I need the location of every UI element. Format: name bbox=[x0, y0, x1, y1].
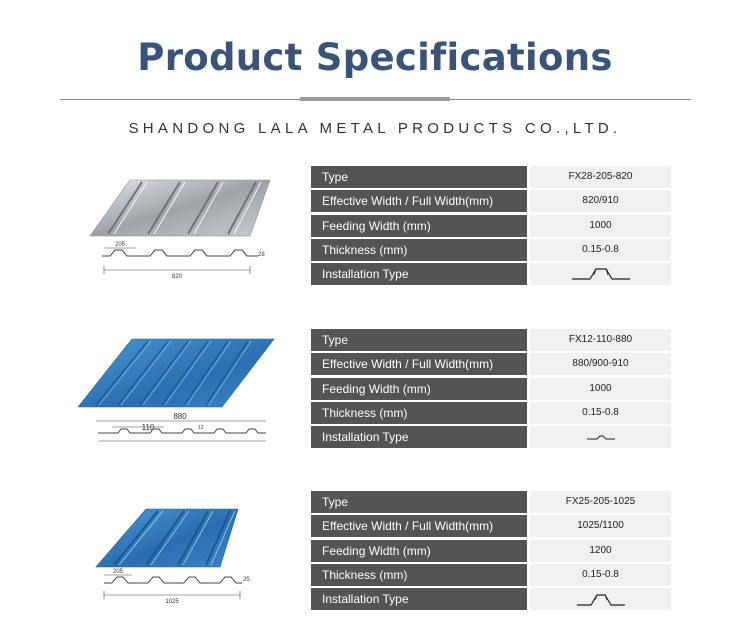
roof-sheet-image bbox=[70, 329, 280, 453]
spec-table bbox=[311, 166, 671, 287]
page-title: Product Specifications bbox=[137, 36, 613, 79]
drawing-pitch-label: 205 bbox=[112, 569, 124, 575]
spec-row-width bbox=[311, 515, 671, 539]
spec-value-icon bbox=[530, 263, 671, 285]
drawing-height-label: 25 bbox=[243, 577, 250, 583]
spec-row-type bbox=[311, 491, 671, 515]
product-block-1 bbox=[0, 166, 750, 290]
drawing-height-label: 12 bbox=[198, 425, 204, 431]
spec-row-type bbox=[311, 329, 671, 353]
roof-sheet-image bbox=[70, 491, 280, 615]
company-name: SHANDONG LALA METAL PRODUCTS CO.,LTD. bbox=[128, 120, 622, 137]
spec-value: 1025/1100 bbox=[530, 515, 671, 537]
spec-label: Type bbox=[311, 329, 527, 351]
spec-row-thickness bbox=[311, 564, 671, 588]
trapezoid-profile-icon bbox=[566, 263, 636, 285]
roof-sheet-image bbox=[70, 166, 280, 290]
spec-value: FX12-110-880 bbox=[530, 329, 671, 351]
spec-table bbox=[311, 491, 671, 612]
drawing-width-label: 820 bbox=[171, 274, 183, 280]
product-block-2 bbox=[0, 329, 750, 453]
spec-label: Feeding Width (mm) bbox=[311, 378, 527, 400]
drawing-width-label: 1025 bbox=[165, 599, 179, 605]
spec-value: 0.15-0.8 bbox=[530, 564, 671, 586]
drawing-height-label: 28 bbox=[258, 252, 265, 258]
product-block-3 bbox=[0, 491, 750, 615]
spec-label: Type bbox=[311, 491, 527, 513]
trapezoid-profile-icon bbox=[571, 588, 631, 610]
drawing-width-label: 880 bbox=[173, 412, 187, 421]
spec-value: FX28-205-820 bbox=[530, 166, 671, 188]
spec-row-width bbox=[311, 353, 671, 377]
spec-label: Installation Type bbox=[311, 263, 527, 285]
spec-value-icon bbox=[530, 588, 671, 610]
spec-row-width bbox=[311, 190, 671, 214]
spec-label: Thickness (mm) bbox=[311, 564, 527, 586]
spec-value: 0.15-0.8 bbox=[530, 239, 671, 261]
spec-row-installation bbox=[311, 426, 671, 450]
spec-row-feeding bbox=[311, 215, 671, 239]
spec-row-installation bbox=[311, 588, 671, 612]
spec-value: 1000 bbox=[530, 215, 671, 237]
spec-row-type bbox=[311, 166, 671, 190]
spec-row-installation bbox=[311, 263, 671, 287]
spec-value: 820/910 bbox=[530, 190, 671, 212]
spec-table bbox=[311, 329, 671, 450]
drawing-pitch-label: 110 bbox=[141, 423, 155, 432]
spec-row-feeding bbox=[311, 378, 671, 402]
spec-value: 880/900-910 bbox=[530, 353, 671, 375]
title-divider-accent bbox=[300, 97, 450, 101]
spec-row-thickness bbox=[311, 239, 671, 263]
shallow-profile-icon bbox=[581, 426, 621, 448]
spec-label: Feeding Width (mm) bbox=[311, 215, 527, 237]
spec-value: 1200 bbox=[530, 540, 671, 562]
spec-label: Effective Width / Full Width(mm) bbox=[311, 515, 527, 537]
spec-label: Effective Width / Full Width(mm) bbox=[311, 190, 527, 212]
drawing-pitch-label: 205 bbox=[114, 242, 126, 248]
spec-row-thickness bbox=[311, 402, 671, 426]
spec-label: Thickness (mm) bbox=[311, 239, 527, 261]
spec-label: Effective Width / Full Width(mm) bbox=[311, 353, 527, 375]
spec-label: Installation Type bbox=[311, 588, 527, 610]
spec-row-feeding bbox=[311, 540, 671, 564]
spec-value: 0.15-0.8 bbox=[530, 402, 671, 424]
spec-value: FX25-205-1025 bbox=[530, 491, 671, 513]
spec-label: Feeding Width (mm) bbox=[311, 540, 527, 562]
spec-value: 1000 bbox=[530, 378, 671, 400]
spec-label: Installation Type bbox=[311, 426, 527, 448]
spec-label: Type bbox=[311, 166, 527, 188]
spec-value-icon bbox=[530, 426, 671, 448]
spec-label: Thickness (mm) bbox=[311, 402, 527, 424]
